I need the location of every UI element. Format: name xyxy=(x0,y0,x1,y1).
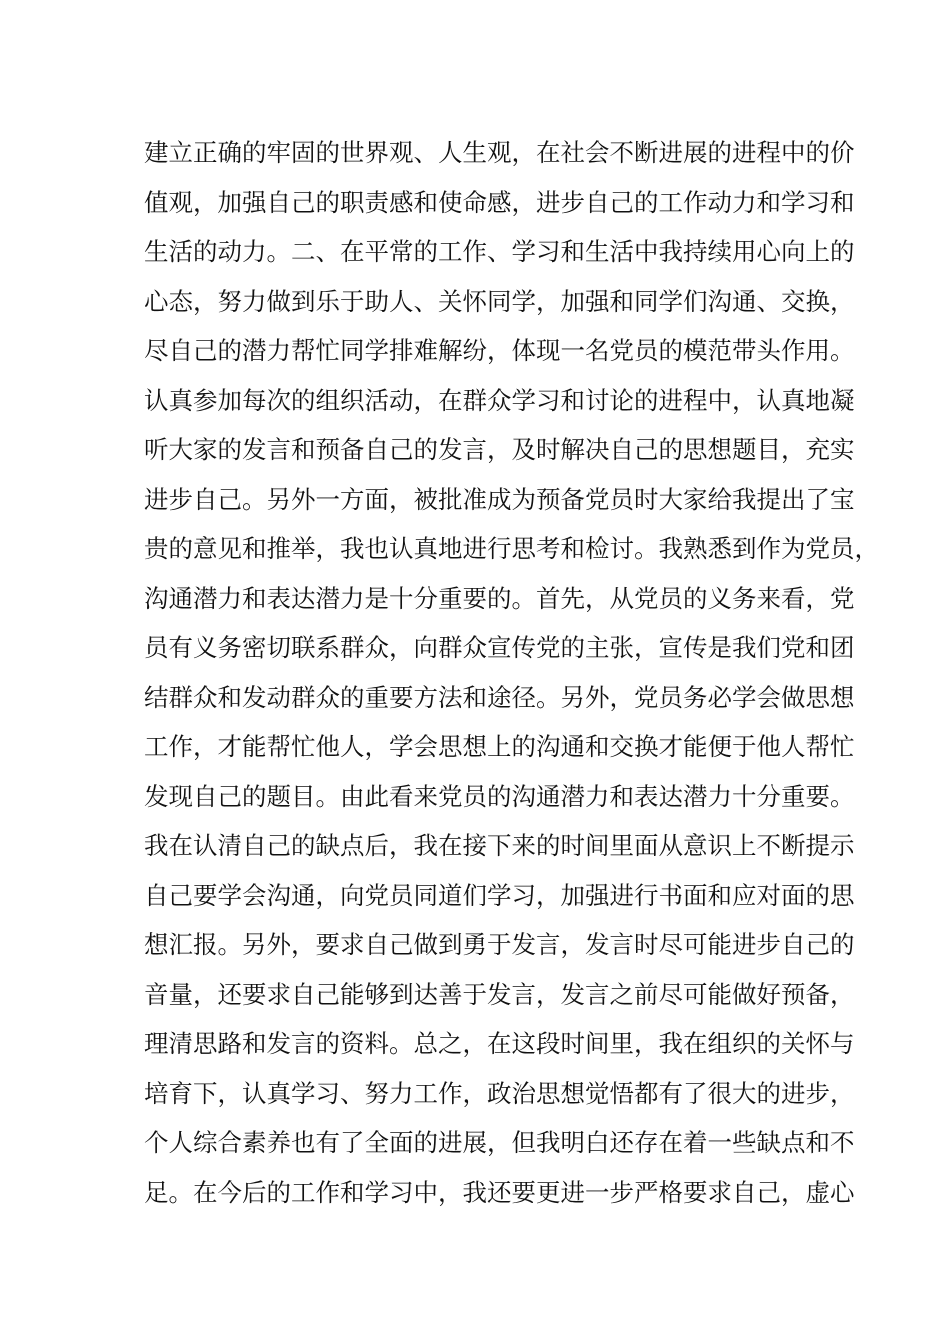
text-line: 培育下，认真学习、努力工作，政治思想觉悟都有了很大的进步， xyxy=(144,1078,855,1108)
text-line: 足。在今后的工作和学习中，我还要更进一步严格要求自己，虚心 xyxy=(144,1177,855,1207)
body-text xyxy=(144,132,879,1221)
text-line: 发现自己的题目。由此看来党员的沟通潜力和表达潜力十分重要。 xyxy=(144,781,855,811)
text-line: 进步自己。另外一方面，被批准成为预备党员时大家给我提出了宝 xyxy=(144,484,855,514)
text-line: 个人综合素养也有了全面的进展，但我明白还存在着一些缺点和不 xyxy=(144,1128,855,1157)
text-line: 结群众和发动群众的重要方法和途径。另外，党员务必学会做思想 xyxy=(144,682,855,712)
text-line: 心态，努力做到乐于助人、关怀同学，加强和同学们沟通、交换， xyxy=(144,286,855,316)
text-line: 工作，才能帮忙他人，学会思想上的沟通和交换才能便于他人帮忙 xyxy=(144,732,855,761)
text-line: 自己要学会沟通，向党员同道们学习，加强进行书面和应对面的思 xyxy=(144,880,855,910)
text-line: 我在认清自己的缺点后，我在接下来的时间里面从意识上不断提示 xyxy=(144,831,855,860)
text-line: 尽自己的潜力帮忙同学排难解纷，体现一名党员的模范带头作用。 xyxy=(144,336,855,365)
text-line: 沟通潜力和表达潜力是十分重要的。首先，从党员的义务来看，党 xyxy=(144,583,855,613)
text-line: 想汇报。另外，要求自己做到勇于发言，发言时尽可能进步自己的 xyxy=(144,930,855,959)
text-line: 听大家的发言和预备自己的发言，及时解决自己的思想题目，充实 xyxy=(144,435,855,464)
text-line: 音量，还要求自己能够到达善于发言，发言之前尽可能做好预备， xyxy=(144,979,855,1009)
text-line: 员有义务密切联系群众，向群众宣传党的主张，宣传是我们党和团 xyxy=(144,633,855,662)
text-line: 认真参加每次的组织活动，在群众学习和讨论的进程中，认真地凝 xyxy=(144,385,855,415)
text-line: 贵的意见和推举，我也认真地进行思考和检讨。我熟悉到作为党员， xyxy=(144,534,879,563)
text-line: 生活的动力。二、在平常的工作、学习和生活中我持续用心向上的 xyxy=(144,237,855,266)
text-line: 建立正确的牢固的世界观、人生观，在社会不断进展的进程中的价 xyxy=(144,138,855,167)
text-line: 值观，加强自己的职责感和使命感，进步自己的工作动力和学习和 xyxy=(144,187,855,217)
text-line: 理清思路和发言的资料。总之，在这段时间里，我在组织的关怀与 xyxy=(144,1029,855,1058)
